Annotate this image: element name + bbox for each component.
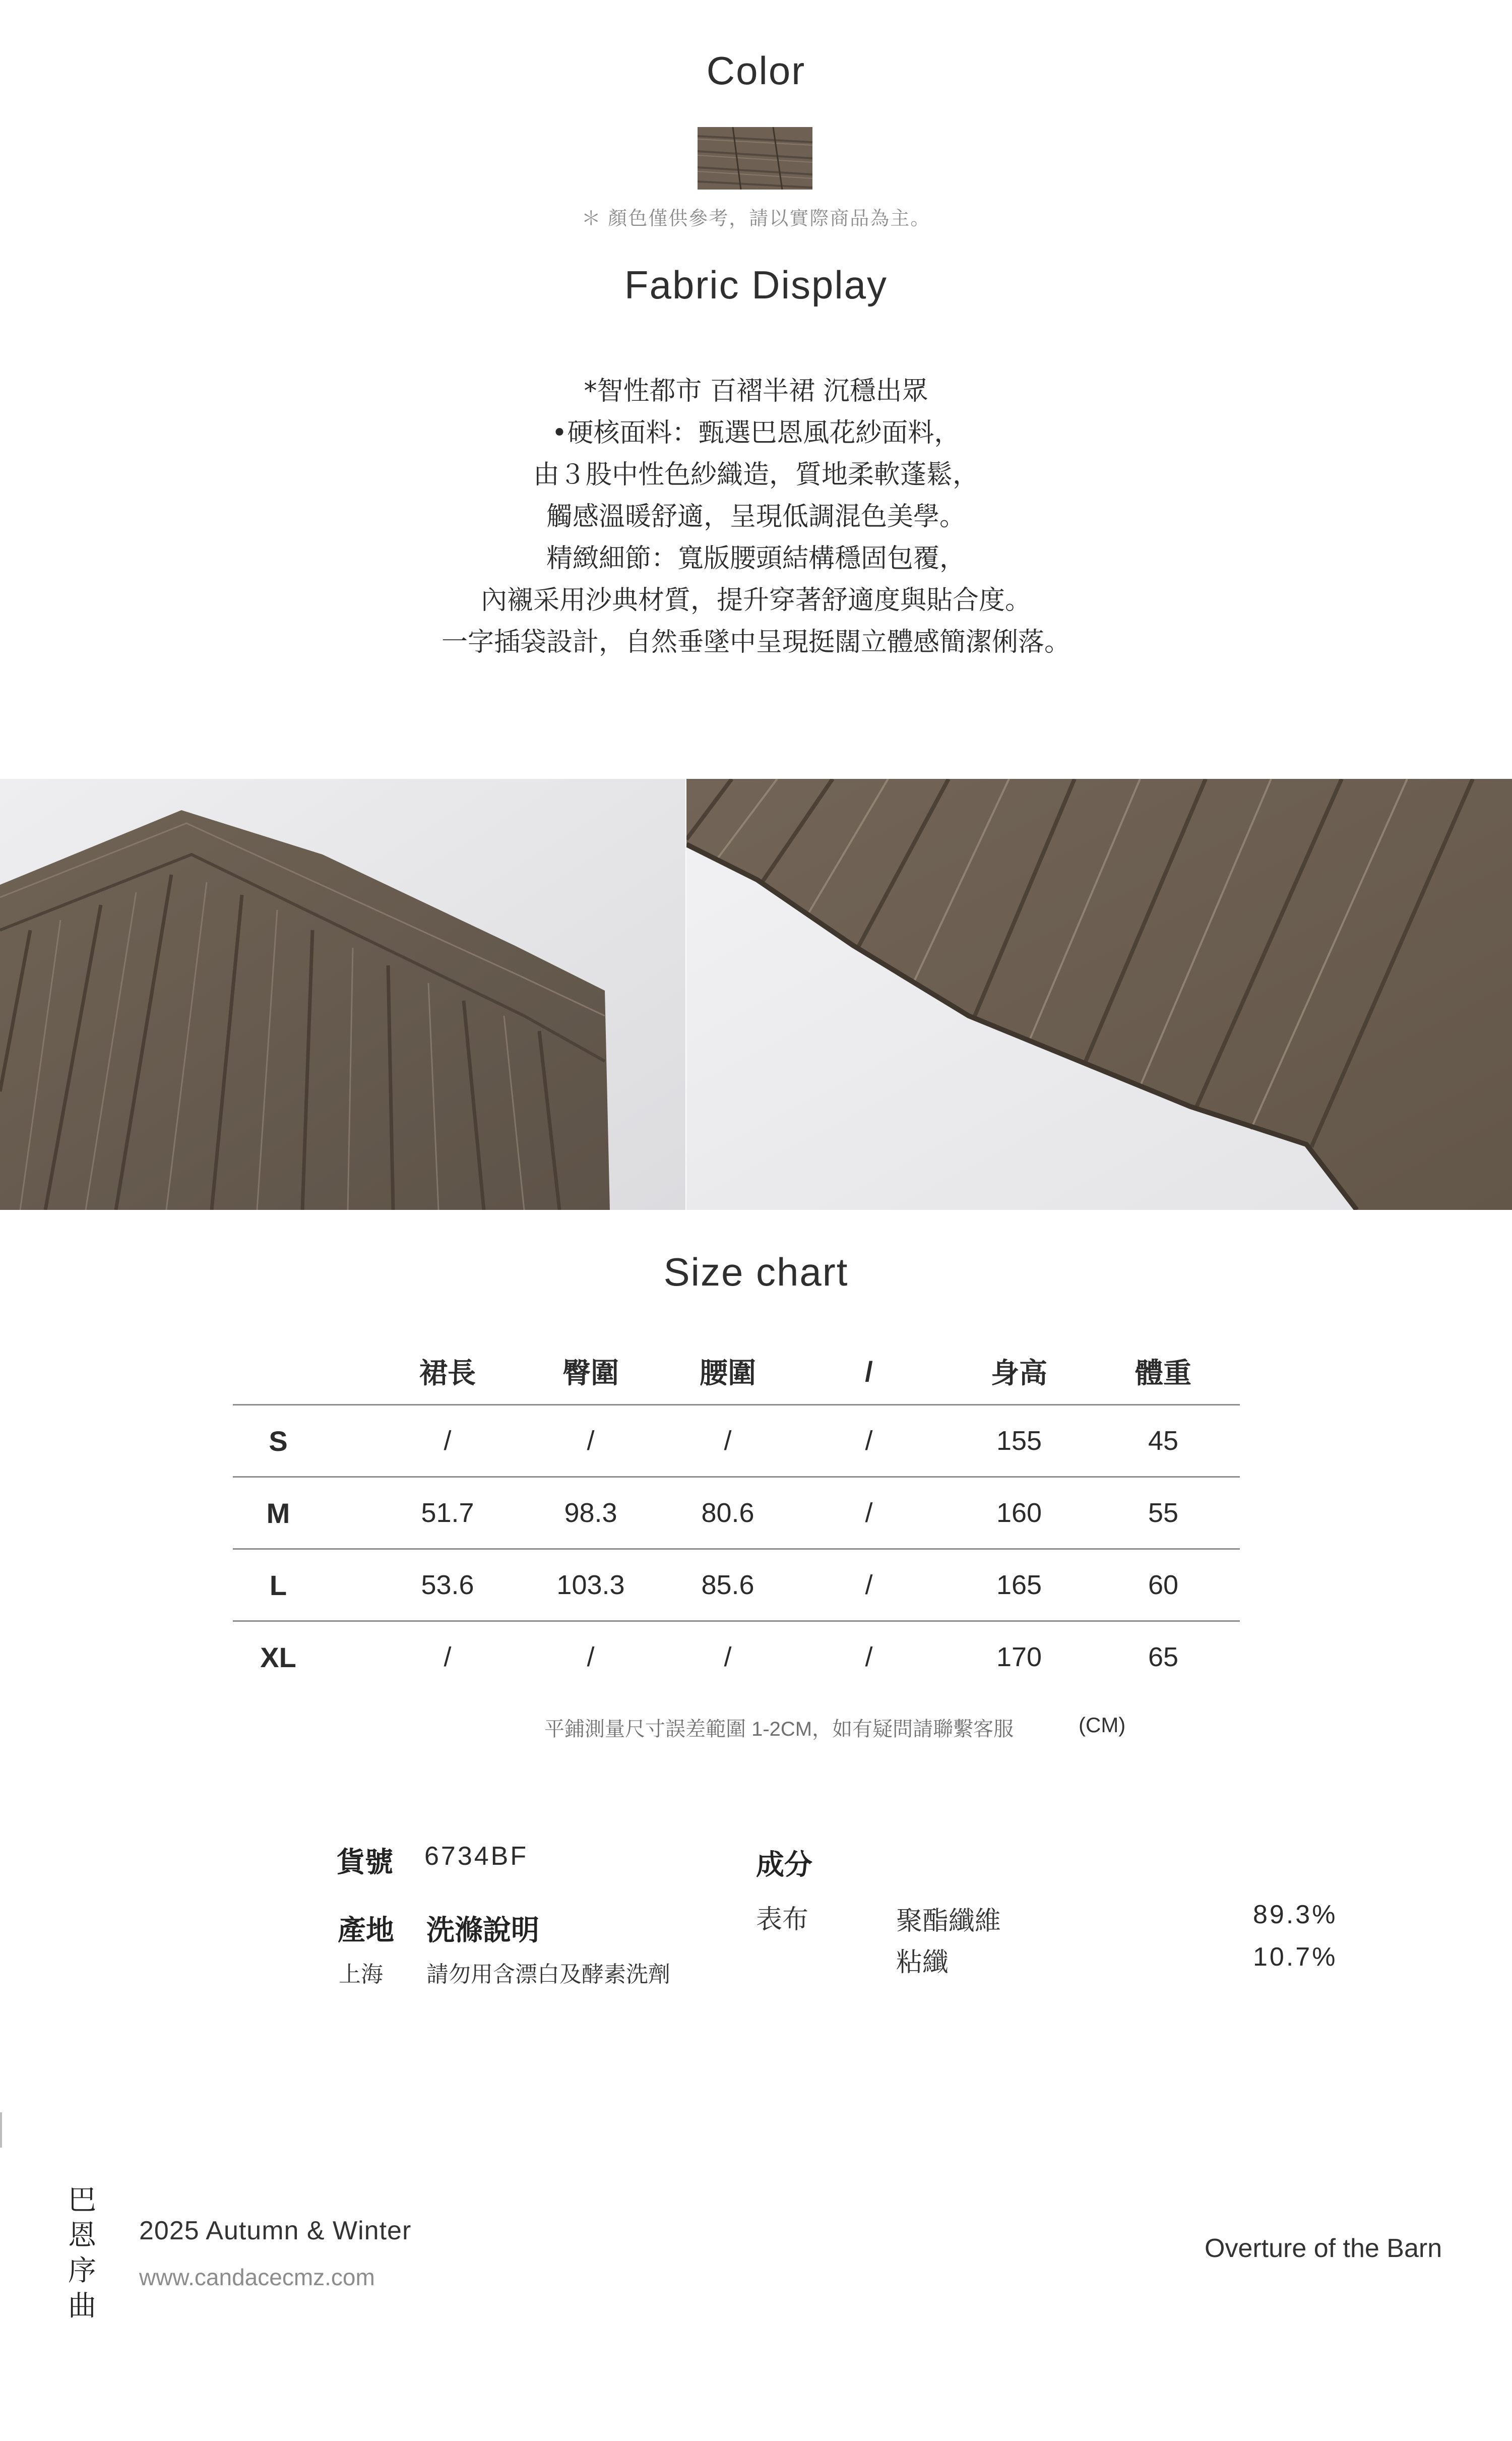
care-label: 洗滌說明 [426,1914,539,1947]
height-value: 165 [996,1570,1042,1600]
item-number-value: 6734BF [424,1842,529,1871]
origin-value: 上海 [339,1962,383,1987]
brand-vertical-name: 巴恩序曲 [68,2184,96,2323]
color-swatch [698,127,812,190]
header-slash: / [865,1355,873,1387]
description-line: *智性都市 百褶半裙 沉穩出眾 [584,376,928,406]
size-chart-title: Size chart [663,1250,849,1294]
size-row-m [233,1478,1240,1550]
waist-value: / [724,1642,732,1672]
header-skirt-length: 裙長 [419,1357,476,1389]
waist-value: 80.6 [701,1498,754,1528]
height-value: 160 [996,1498,1042,1528]
height-value: 155 [996,1426,1042,1456]
header-hip: 臀圍 [562,1357,619,1389]
skirt-length-value: / [444,1642,452,1672]
skirt-length-value: 53.6 [421,1570,474,1600]
size-row-xl [233,1622,1240,1692]
color-disclaimer: ＊ 顏色僅供參考，請以實際商品為主。 [581,208,931,229]
hip-value: / [587,1426,595,1456]
size-label: S [269,1425,288,1457]
fabric-description [0,371,1512,663]
measurement-note: 平鋪測量尺寸誤差範圍 1-2CM，如有疑問請聯繫客服 [544,1718,1014,1740]
outer-fabric-label: 表布 [756,1905,809,1935]
color-section-title: Color [706,48,806,93]
header-waist: 腰圍 [700,1357,756,1389]
waist-value: 85.6 [701,1570,754,1600]
fabric-photo-pleats [686,779,1512,1210]
waist-value: / [724,1426,732,1456]
edge-divider [0,2112,2,2148]
hip-value: 98.3 [564,1498,617,1528]
header-height: 身高 [991,1357,1047,1389]
size-label: XL [260,1641,296,1673]
brand-tagline: Overture of the Barn [1205,2234,1442,2263]
fabric-section-title: Fabric Display [624,263,888,307]
material-percent: 10.7% [1253,1942,1338,1972]
website-link[interactable]: www.candacecmz.com [139,2264,375,2290]
header-cell [233,1338,324,1404]
material-name: 聚酯纖維 [896,1906,1001,1936]
care-value: 請勿用含漂白及酵素洗劑 [426,1962,670,1987]
slash-value: / [865,1498,873,1528]
description-line: 觸感溫暖舒適，呈現低調混色美學。 [546,502,966,532]
hip-value: / [587,1642,595,1672]
composition-label: 成分 [756,1849,812,1881]
measurement-unit: (CM) [1079,1713,1126,1737]
size-label: L [269,1569,287,1601]
slash-value: / [865,1570,873,1600]
season-label: 2025 Autumn & Winter [139,2216,412,2245]
description-line: 一字插袋設計，自然垂墜中呈現挺闊立體感簡潔俐落。 [441,627,1070,657]
height-value: 170 [996,1642,1042,1672]
size-label: M [266,1497,290,1529]
size-row-l [233,1550,1240,1622]
size-row-s [233,1406,1240,1478]
weight-value: 45 [1148,1426,1179,1456]
weight-value: 60 [1148,1570,1179,1600]
skirt-length-value: / [444,1426,452,1456]
hip-value: 103.3 [556,1570,625,1600]
description-line: 由３股中性色紗織造，質地柔軟蓬鬆， [533,460,979,490]
description-line: •硬核面料：甄選巴恩風花紗面料， [551,418,961,448]
size-chart-table [233,1338,1240,1692]
header-weight: 體重 [1135,1357,1191,1389]
slash-value: / [865,1426,873,1456]
slash-value: / [865,1642,873,1672]
weight-value: 55 [1148,1498,1179,1528]
material-name: 粘纖 [896,1947,949,1978]
description-line: 精緻細節：寬版腰頭結構穩固包覆， [546,543,966,574]
fabric-photo-waistband [0,779,685,1210]
description-line: 內襯采用沙典材質，提升穿著舒適度與貼合度。 [480,585,1031,616]
material-percent: 89.3% [1253,1900,1338,1929]
size-chart-header-row [233,1338,1240,1406]
origin-label: 產地 [338,1914,394,1947]
item-number-label: 貨號 [337,1846,393,1879]
weight-value: 65 [1148,1642,1179,1672]
skirt-length-value: 51.7 [421,1498,474,1528]
